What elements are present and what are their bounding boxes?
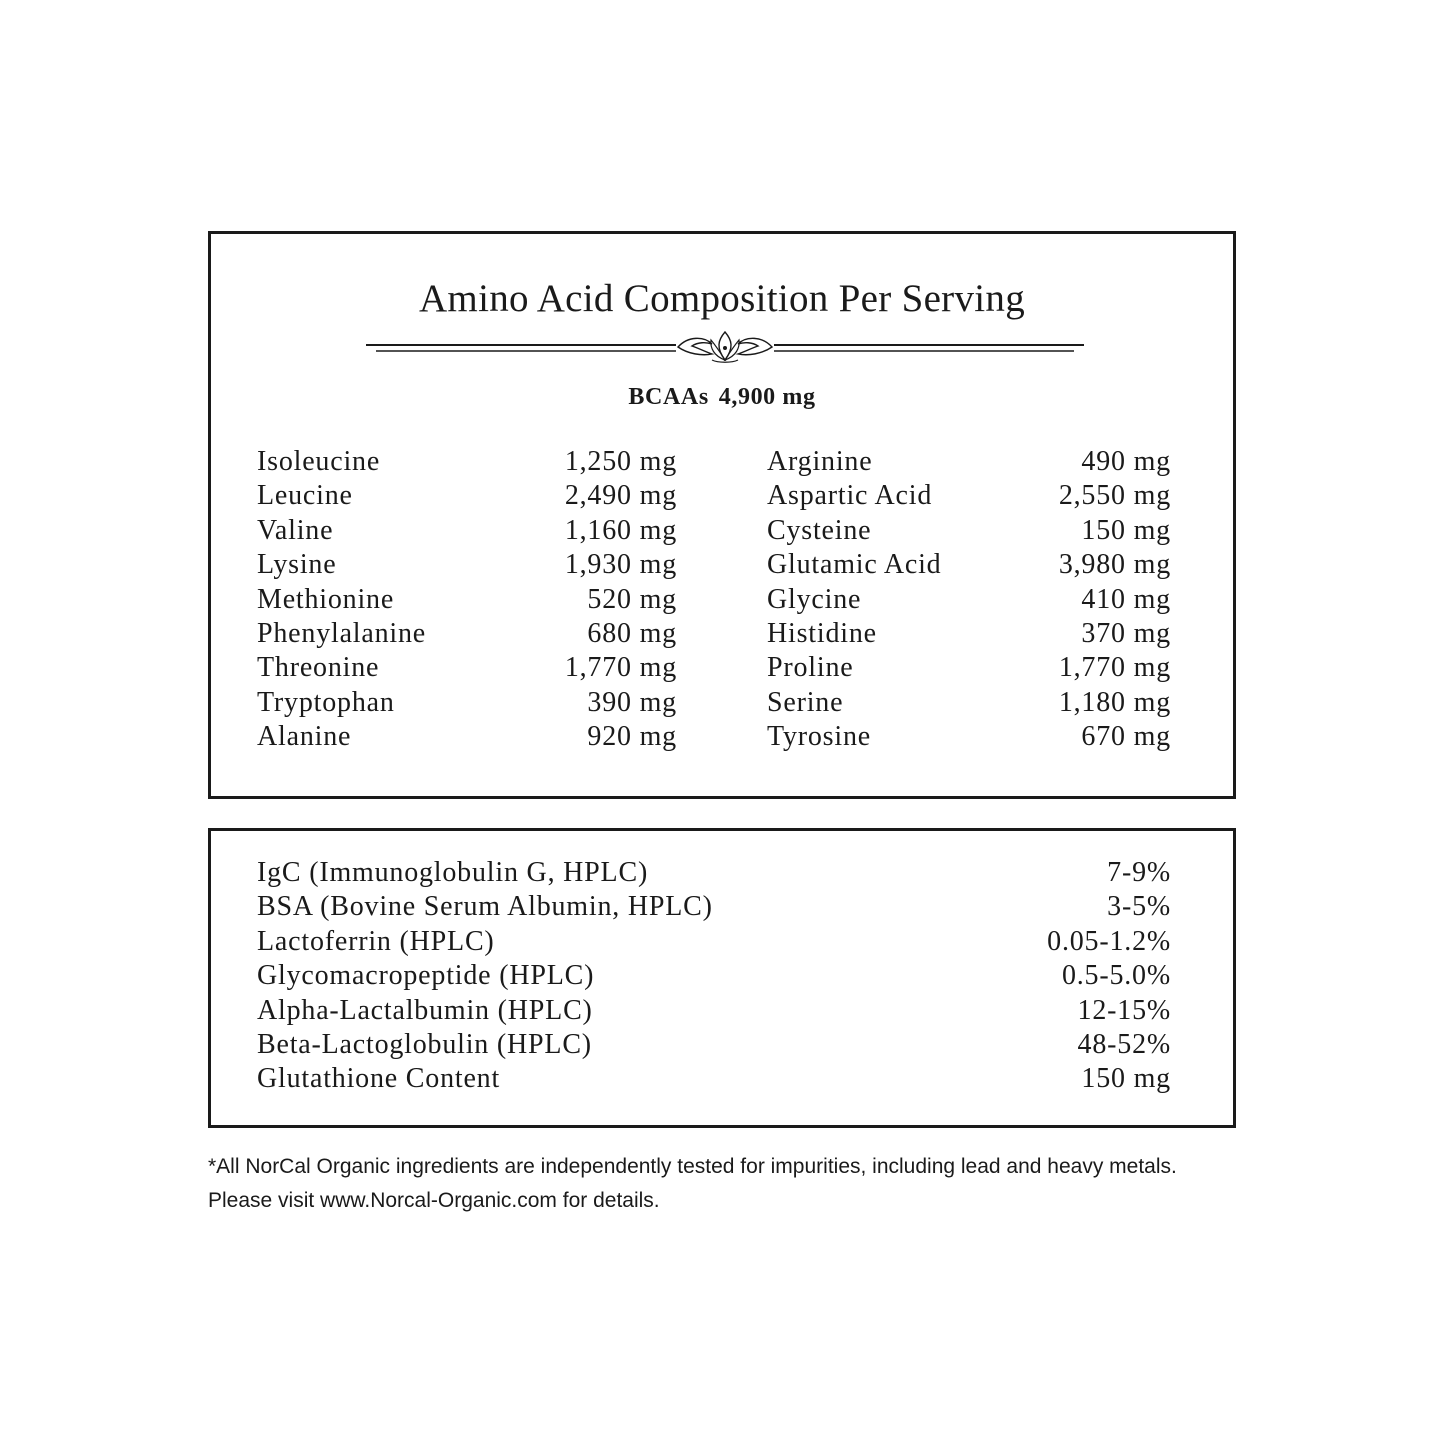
- amino-row: [257, 514, 677, 548]
- protein-fractions-panel: [208, 828, 1236, 1128]
- amino-name: Threonine: [257, 652, 380, 684]
- protein-name: IgC (Immunoglobulin G, HPLC): [257, 857, 649, 888]
- amino-name: Glycine: [767, 583, 862, 615]
- lotus-flourish-divider-icon: [366, 330, 1084, 366]
- protein-row: [257, 925, 1171, 959]
- protein-row: [257, 1062, 1171, 1096]
- amino-amount: 1,180 mg: [1058, 686, 1171, 718]
- amino-amount: 390 mg: [587, 686, 677, 718]
- amino-row: [257, 617, 677, 651]
- amino-amount: 670 mg: [1081, 721, 1171, 753]
- amino-amount: 2,490 mg: [564, 480, 677, 512]
- amino-amount: 410 mg: [1081, 583, 1171, 615]
- protein-amount: 0.5-5.0%: [1061, 960, 1171, 992]
- amino-name: Aspartic Acid: [767, 480, 933, 512]
- protein-row: [257, 1028, 1171, 1062]
- bcaa-label: BCAAs: [628, 384, 709, 410]
- amino-row: [767, 548, 1171, 582]
- amino-row: [767, 583, 1171, 617]
- amino-name: Alanine: [257, 721, 352, 753]
- amino-row: [767, 514, 1171, 548]
- amino-name: Histidine: [767, 617, 877, 649]
- amino-row: [767, 686, 1171, 720]
- protein-row: [257, 856, 1171, 890]
- bcaa-total: [211, 384, 1233, 411]
- protein-name: BSA (Bovine Serum Albumin, HPLC): [257, 891, 713, 923]
- protein-amount: 7-9%: [1107, 857, 1171, 888]
- amino-name: Isoleucine: [257, 446, 381, 477]
- amino-row: [257, 651, 677, 685]
- amino-name: Arginine: [767, 446, 873, 477]
- amino-name: Tryptophan: [257, 686, 395, 718]
- protein-name: Lactoferrin (HPLC): [257, 925, 495, 957]
- amino-name: Valine: [257, 514, 334, 546]
- protein-name: Alpha-Lactalbumin (HPLC): [257, 994, 593, 1026]
- protein-row: [257, 890, 1171, 924]
- protein-list: [257, 856, 1171, 1097]
- amino-name: Serine: [767, 686, 844, 718]
- amino-name: Proline: [767, 652, 854, 684]
- protein-name: Glycomacropeptide (HPLC): [257, 960, 595, 992]
- amino-amount: 1,930 mg: [564, 549, 677, 581]
- amino-row: [257, 548, 677, 582]
- amino-row: [767, 617, 1171, 651]
- amino-amount: 490 mg: [1081, 446, 1171, 477]
- bcaa-value: 4,900 mg: [718, 384, 816, 410]
- amino-left-column: [257, 445, 677, 755]
- amino-name: Glutamic Acid: [767, 549, 942, 581]
- amino-name: Phenylalanine: [257, 617, 427, 649]
- protein-amount: 48-52%: [1077, 1028, 1171, 1060]
- protein-amount: 150 mg: [1081, 1063, 1171, 1095]
- amino-row: [767, 651, 1171, 685]
- protein-amount: 0.05-1.2%: [1047, 925, 1171, 957]
- amino-amount: 920 mg: [587, 721, 677, 753]
- amino-amount: 150 mg: [1081, 514, 1171, 546]
- amino-amount: 370 mg: [1081, 617, 1171, 649]
- protein-name: Beta-Lactoglobulin (HPLC): [257, 1028, 592, 1060]
- protein-amount: 3-5%: [1107, 891, 1171, 923]
- protein-row: [257, 959, 1171, 993]
- footnote: *All NorCal Organic ingredients are independently tested for impurities, including lead and heavy metals. Please visit www.Norcal-Organic.com for details.: [208, 1155, 1177, 1212]
- amino-amount: 520 mg: [587, 583, 677, 615]
- amino-amount: 1,770 mg: [564, 652, 677, 684]
- protein-amount: 12-15%: [1077, 994, 1171, 1026]
- amino-amount: 1,770 mg: [1058, 652, 1171, 684]
- amino-amount: 1,250 mg: [564, 446, 677, 477]
- protein-row: [257, 994, 1171, 1028]
- amino-amount: 1,160 mg: [564, 514, 677, 546]
- amino-name: Methionine: [257, 583, 395, 615]
- amino-row: [257, 583, 677, 617]
- amino-row: [767, 445, 1171, 479]
- amino-row: [257, 445, 677, 479]
- amino-row: [767, 720, 1171, 754]
- amino-acid-panel: [208, 231, 1236, 799]
- amino-name: Tyrosine: [767, 721, 871, 753]
- amino-amount: 3,980 mg: [1058, 549, 1171, 581]
- amino-row: [767, 479, 1171, 513]
- panel-title: Amino Acid Composition Per Serving: [418, 277, 1026, 320]
- amino-row: [257, 686, 677, 720]
- protein-name: Glutathione Content: [257, 1063, 501, 1095]
- amino-name: Lysine: [257, 549, 337, 581]
- amino-amount: 680 mg: [587, 617, 677, 649]
- amino-name: Cysteine: [767, 514, 872, 546]
- amino-right-column: [767, 445, 1171, 755]
- amino-amount: 2,550 mg: [1058, 480, 1171, 512]
- amino-name: Leucine: [257, 480, 353, 512]
- amino-row: [257, 479, 677, 513]
- amino-row: [257, 720, 677, 754]
